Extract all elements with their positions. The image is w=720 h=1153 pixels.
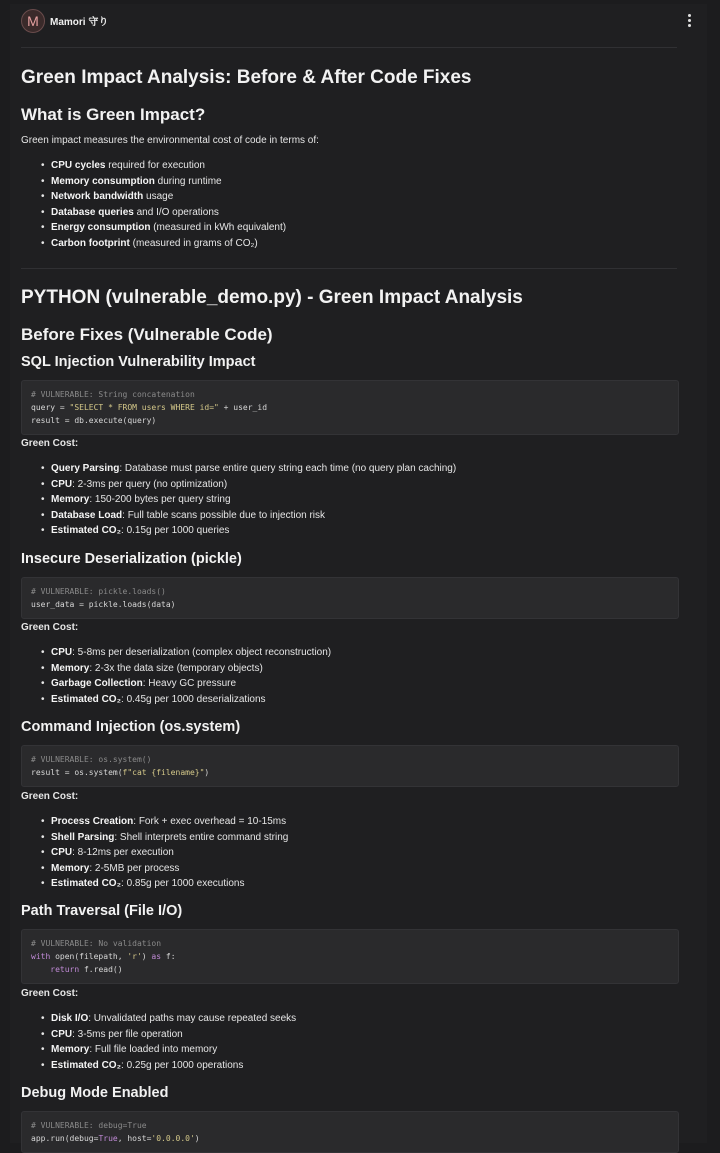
- item-term: Process Creation: [51, 816, 134, 827]
- code-line: # VULNERABLE: os.system(): [31, 755, 152, 764]
- item-text: : 0.15g per 1000 queries: [121, 525, 230, 536]
- green-cost-item: [51, 1011, 707, 1027]
- more-options-icon[interactable]: [687, 14, 693, 30]
- item-term: Estimated CO₂: [51, 693, 122, 705]
- green-cost-item: [51, 814, 707, 830]
- item-text: : Full file loaded into memory: [89, 1044, 218, 1055]
- green-cost-item: [51, 1027, 707, 1043]
- green-cost-label: Green Cost:: [21, 438, 79, 449]
- code-block[interactable]: [21, 380, 679, 435]
- green-cost-item: [51, 645, 707, 661]
- intro-list-item: [51, 220, 707, 236]
- code-block[interactable]: [21, 745, 679, 787]
- item-text: : 8-12ms per execution: [72, 847, 174, 858]
- green-cost-item: [51, 477, 707, 493]
- item-term: CPU: [51, 847, 73, 858]
- vulnerability-heading: Insecure Deserialization (pickle): [21, 551, 242, 567]
- code-line: # VULNERABLE: pickle.loads(): [31, 587, 166, 596]
- item-text: : Full table scans possible due to injection risk: [122, 509, 326, 521]
- item-term: Estimated CO₂: [51, 1059, 122, 1071]
- green-cost-list: [21, 461, 707, 539]
- item-text: and I/O operations: [133, 206, 219, 218]
- item-term: Memory consumption: [51, 175, 155, 187]
- code-block[interactable]: [21, 929, 679, 984]
- item-term: CPU: [51, 478, 73, 490]
- code-block[interactable]: [21, 1111, 679, 1153]
- item-text: : 0.45g per 1000 deserializations: [121, 693, 266, 705]
- item-text: : 150-200 bytes per query string: [89, 494, 231, 505]
- item-term: Memory: [51, 662, 90, 674]
- item-term: Carbon footprint: [51, 237, 130, 249]
- green-cost-item: [51, 661, 707, 677]
- message-content: [10, 38, 707, 1143]
- code-line: # VULNERABLE: String concatenation: [31, 390, 195, 399]
- item-term: CPU: [51, 647, 73, 658]
- username: Mamori 守り: [50, 17, 109, 28]
- green-cost-item: [51, 861, 707, 877]
- item-text: : Heavy GC pressure: [142, 678, 237, 689]
- item-term: Estimated CO₂: [51, 525, 122, 536]
- item-term: Database queries: [51, 206, 134, 218]
- intro-list-item: [51, 236, 707, 252]
- item-text: : Fork + exec overhead = 10-15ms: [133, 816, 287, 827]
- item-term: Query Parsing: [51, 463, 120, 474]
- green-cost-list: [21, 645, 707, 707]
- item-term: Memory: [51, 494, 90, 505]
- item-term: Disk I/O: [51, 1013, 89, 1024]
- item-text: : 0.25g per 1000 operations: [121, 1059, 244, 1071]
- green-cost-item: [51, 845, 707, 861]
- item-term: Estimated CO₂: [51, 878, 122, 889]
- vulnerability-heading: SQL Injection Vulnerability Impact: [21, 354, 256, 370]
- item-term: CPU: [51, 1028, 73, 1040]
- code-line: user_data = pickle.loads(data): [31, 600, 176, 609]
- code-block[interactable]: [21, 577, 679, 619]
- intro-list-item: [51, 205, 707, 221]
- item-text: : Shell interprets entire command string: [114, 831, 289, 843]
- green-cost-item: [51, 1042, 707, 1058]
- item-text: : Unvalidated paths may cause repeated seeks: [88, 1013, 297, 1024]
- code-line: result = db.execute(query): [31, 416, 157, 425]
- divider: [21, 47, 677, 48]
- item-term: Database Load: [51, 509, 123, 521]
- code-line: # VULNERABLE: No validation: [31, 939, 162, 948]
- item-text: : 0.85g per 1000 executions: [121, 878, 245, 889]
- item-text: : Database must parse entire query string each time (no query plan caching): [119, 463, 457, 474]
- green-cost-label: Green Cost:: [21, 622, 79, 633]
- green-cost-label: Green Cost:: [21, 791, 79, 802]
- code-line: query = "SELECT * FROM users WHERE id=" + user_id: [31, 403, 268, 412]
- item-term: Energy consumption: [51, 222, 151, 233]
- green-cost-item: [51, 830, 707, 846]
- code-line: result = os.system(f"cat {filename}"): [31, 768, 210, 777]
- divider: [21, 268, 677, 269]
- code-line: with open(filepath, 'r') as f:: [31, 952, 176, 961]
- vulnerability-heading: Path Traversal (File I/O): [21, 903, 183, 919]
- green-cost-item: [51, 461, 707, 477]
- item-text: during runtime: [154, 175, 222, 187]
- vulnerability-heading: Command Injection (os.system): [21, 719, 241, 735]
- item-text: : 2-3ms per query (no optimization): [72, 478, 228, 490]
- green-cost-item: [51, 492, 707, 508]
- green-cost-item: [51, 876, 707, 892]
- code-line: return f.read(): [50, 965, 123, 974]
- item-term: Garbage Collection: [51, 678, 143, 689]
- intro-paragraph: Green impact measures the environmental cost of code in terms of:: [21, 135, 319, 146]
- item-text: : 3-5ms per file operation: [72, 1028, 183, 1040]
- item-text: (measured in grams of CO₂): [129, 237, 258, 249]
- green-cost-item: [51, 508, 707, 524]
- code-line: # VULNERABLE: debug=True: [31, 1121, 147, 1130]
- page-title: Green Impact Analysis: Before & After Code Fixes: [21, 67, 472, 88]
- item-term: Network bandwidth: [51, 191, 144, 202]
- green-cost-item: [51, 676, 707, 692]
- green-cost-label: Green Cost:: [21, 988, 79, 999]
- avatar[interactable]: M: [21, 9, 45, 33]
- item-text: : 2-5MB per process: [89, 862, 180, 874]
- item-text: : 2-3x the data size (temporary objects): [89, 662, 263, 674]
- top-bar: [10, 4, 707, 39]
- green-cost-item: [51, 692, 707, 708]
- item-term: Shell Parsing: [51, 831, 115, 843]
- python-section-heading: PYTHON (vulnerable_demo.py) - Green Impact Analysis: [21, 287, 523, 308]
- intro-list: [21, 158, 707, 251]
- intro-list-item: [51, 174, 707, 190]
- green-cost-item: [51, 523, 707, 539]
- before-fixes-heading: Before Fixes (Vulnerable Code): [21, 325, 273, 344]
- code-line: app.run(debug=True, host='0.0.0.0'): [31, 1134, 200, 1143]
- item-term: CPU cycles: [51, 160, 106, 171]
- item-text: : 5-8ms per deserialization (complex object reconstruction): [72, 647, 332, 658]
- item-term: Memory: [51, 862, 90, 874]
- intro-list-item: [51, 158, 707, 174]
- vulnerability-heading: Debug Mode Enabled: [21, 1085, 169, 1101]
- item-text: (measured in kWh equivalent): [150, 222, 287, 233]
- item-term: Memory: [51, 1044, 90, 1055]
- intro-list-item: [51, 189, 707, 205]
- item-text: required for execution: [105, 160, 205, 171]
- green-cost-list: [21, 814, 707, 892]
- item-text: usage: [143, 191, 174, 202]
- green-cost-list: [21, 1011, 707, 1073]
- green-cost-item: [51, 1058, 707, 1074]
- intro-heading: What is Green Impact?: [21, 105, 206, 124]
